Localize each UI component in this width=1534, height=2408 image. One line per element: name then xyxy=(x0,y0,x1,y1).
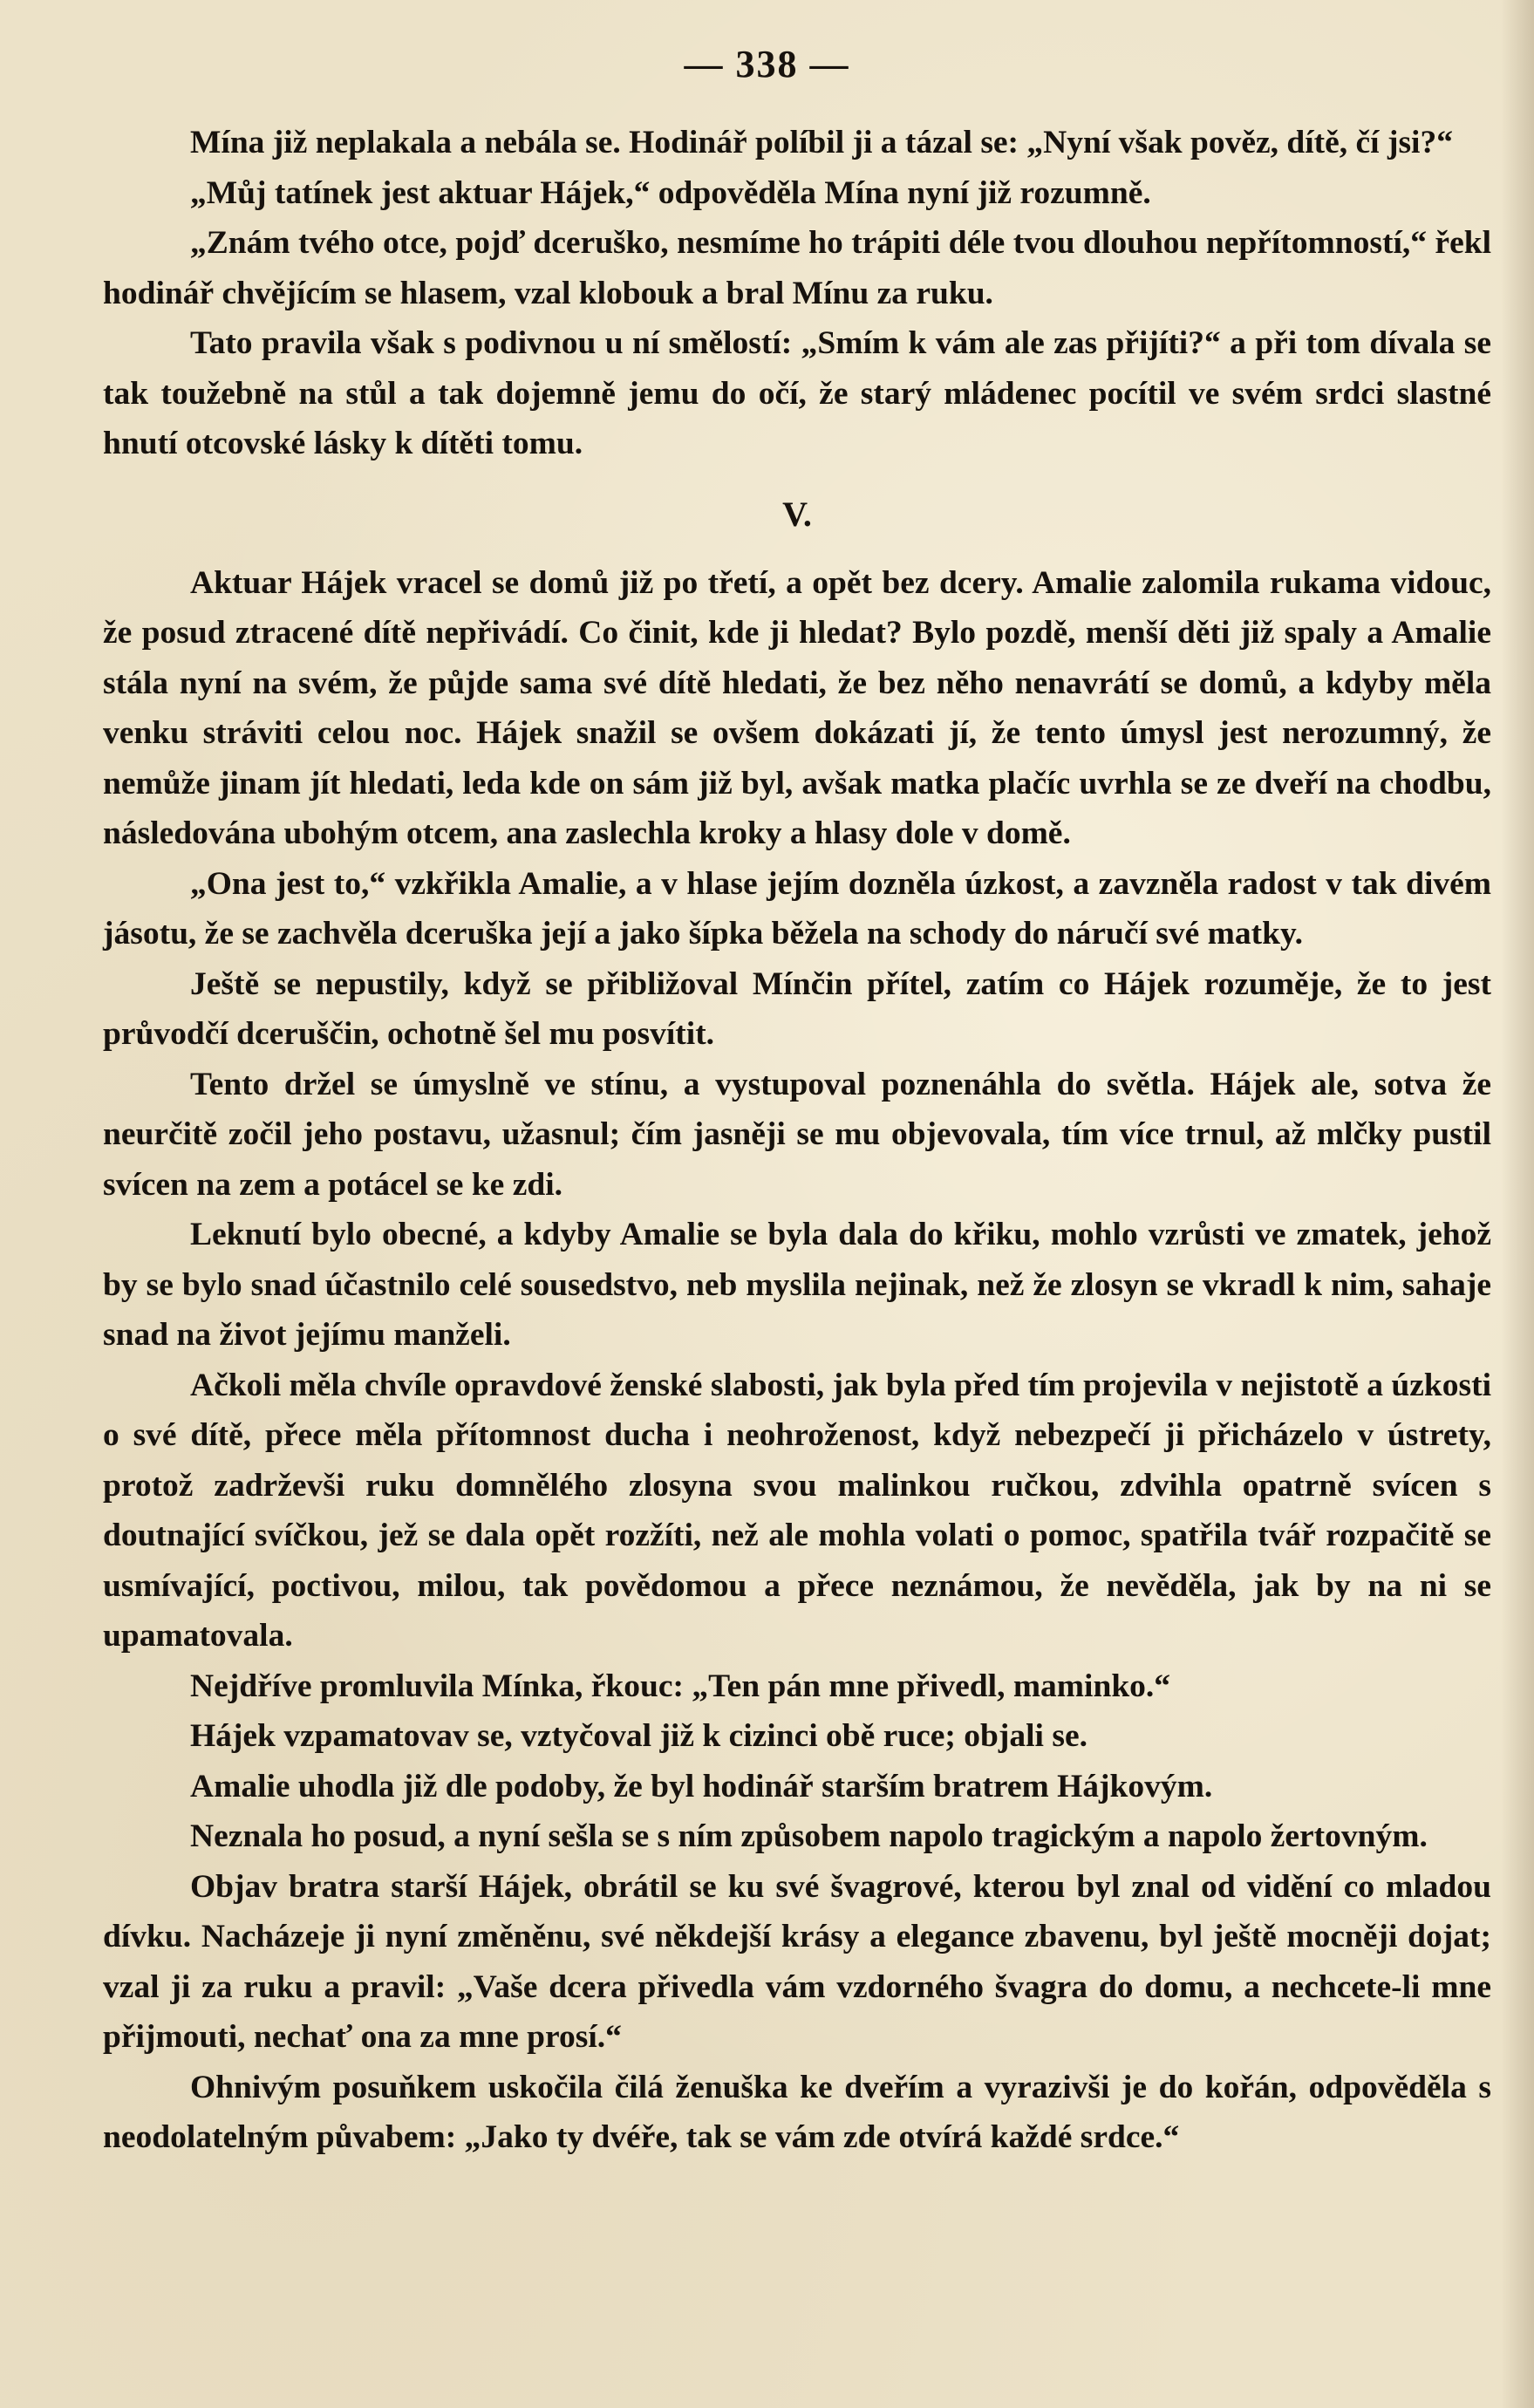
paragraph: Amalie uhodla již dle podoby, že byl hodinář starším bratrem Hájkovým. xyxy=(190,1768,1213,1804)
paragraph: Nejdříve promluvila Mínka, řkouc: „Ten pán mne přivedl, maminko.“ xyxy=(190,1668,1171,1704)
paragraph: „Znám tvého otce, pojď dceruško, nesmíme ho trápiti déle tvou dlouhou nepřítomností,“ řekl hodinář chvějícím se hlasem, vzal klobouk a bral Mínu za ruku. xyxy=(103,225,1491,311)
paragraph: „Ona jest to,“ vzkřikla Amalie, a v hlase jejím dozněla úzkost, a zavzněla radost v tak divém jásotu, že se zachvěla dceruška její a jako šípka běžela na schody do náručí své matky. xyxy=(103,865,1491,952)
paragraph: Neznala ho posud, a nyní sešla se s ním způsobem napolo tragickým a napolo žertovným. xyxy=(190,1818,1428,1854)
paragraph: Tato pravila však s podivnou u ní smělostí: „Smím k vám ale zas přijíti?“ a při tom dívala se tak toužebně na stůl a tak dojemně jemu do očí, že starý mládenec pocítil ve svém srdci slastné hnutí otcovské lásky k dítěti tomu. xyxy=(103,325,1491,461)
paragraph: Ačkoli měla chvíle opravdové ženské slabosti, jak byla před tím projevila v nejistotě a úzkosti o své dítě, přece měla přítomnost ducha i neohroženost, když nebezpečí ji přicházelo v ústrety, protož zadrževši ruku domnělého zlosyna svou malinkou ručkou, zdvihla opatrně svícen s doutnající svíčkou, jež se dala opět rozžíti, než ale mohla volati o pomoc, spatřila tvář rozpačitě se usmívající, poctivou, milou, tak povědomou a přece neznámou, že nevěděla, jak by na ni se upamatovala. xyxy=(103,1367,1491,1654)
chapter-heading: V. xyxy=(782,494,812,534)
paragraph: Ohnivým posuňkem uskočila čilá ženuška ke dveřím a vyrazivši je do kořán, odpověděla s neodolatelným půvabem: „Jako ty dvéře, tak se vám zde otvírá každé srdce.“ xyxy=(103,2069,1491,2155)
paragraph: „Můj tatínek jest aktuar Hájek,“ odpověděla Mína nyní již rozumně. xyxy=(190,174,1151,211)
page-number: — 338 — xyxy=(684,43,850,85)
paragraph: Leknutí bylo obecné, a kdyby Amalie se byla dala do křiku, mohlo vzrůsti ve zmatek, jehož by se bylo snad účastnilo celé sousedstvo, neb myslila nejinak, než že zlosyn se vkradl k nim, sahaje snad na život jejímu manželi. xyxy=(103,1217,1491,1353)
paragraph: Objav bratra starší Hájek, obrátil se ku své švagrové, kterou byl znal od vidění co mladou dívku. Nacházeje ji nyní změněnu, své někdejší krásy a elegance zbavenu, byl ještě mocněji dojat; vzal ji za ruku a pravil: „Vaše dcera přivedla vám vzdorného švagra do domu, a nechcete-li mne přijmouti, nechať ona za mne prosí.“ xyxy=(103,1868,1491,2055)
paragraph: Mína již neplakala a nebála se. Hodinář políbil ji a tázal se: „Nyní však pověz, dítě, čí jsi?“ xyxy=(190,125,1453,160)
paragraph: Tento držel se úmyslně ve stínu, a vystupoval poznenáhla do světla. Hájek ale, sotva že neurčitě zočil jeho postavu, užasnul; čím jasněji se mu objevovala, tím více trnul, až mlčky pustil svícen na zem a potácel se ke zdi. xyxy=(103,1066,1491,1203)
paragraph: Ještě se nepustily, když se přibližoval Mínčin přítel, zatím co Hájek rozuměje, že to jest průvodčí dceruščin, ochotně šel mu posvítit. xyxy=(103,965,1491,1052)
paragraph: Aktuar Hájek vracel se domů již po třetí, a opět bez dcery. Amalie zalomila rukama vidouc, že posud ztracené dítě nepřivádí. Co činit, kde ji hledat? Bylo pozdě, menší děti již spaly a Amalie stála nyní na svém, že půjde sama své dítě hledati, že bez něho nenavrátí se domů, a kdyby měla venku stráviti celou noc. Hájek snažil se ovšem dokázati jí, že tento úmysl jest nerozumný, že nemůže jinam jít hledati, leda kde on sám již byl, avšak matka plačíc uvrhla se ze dveří na chodbu, následována ubohým otcem, ana zaslechla kroky a hlasy dole v domě. xyxy=(103,564,1491,851)
page-edge-shadow xyxy=(1501,0,1534,2408)
body-text xyxy=(103,118,1491,2163)
paragraph: Hájek vzpamatovav se, vztyčoval již k cizinci obě ruce; objali se. xyxy=(190,1718,1087,1754)
